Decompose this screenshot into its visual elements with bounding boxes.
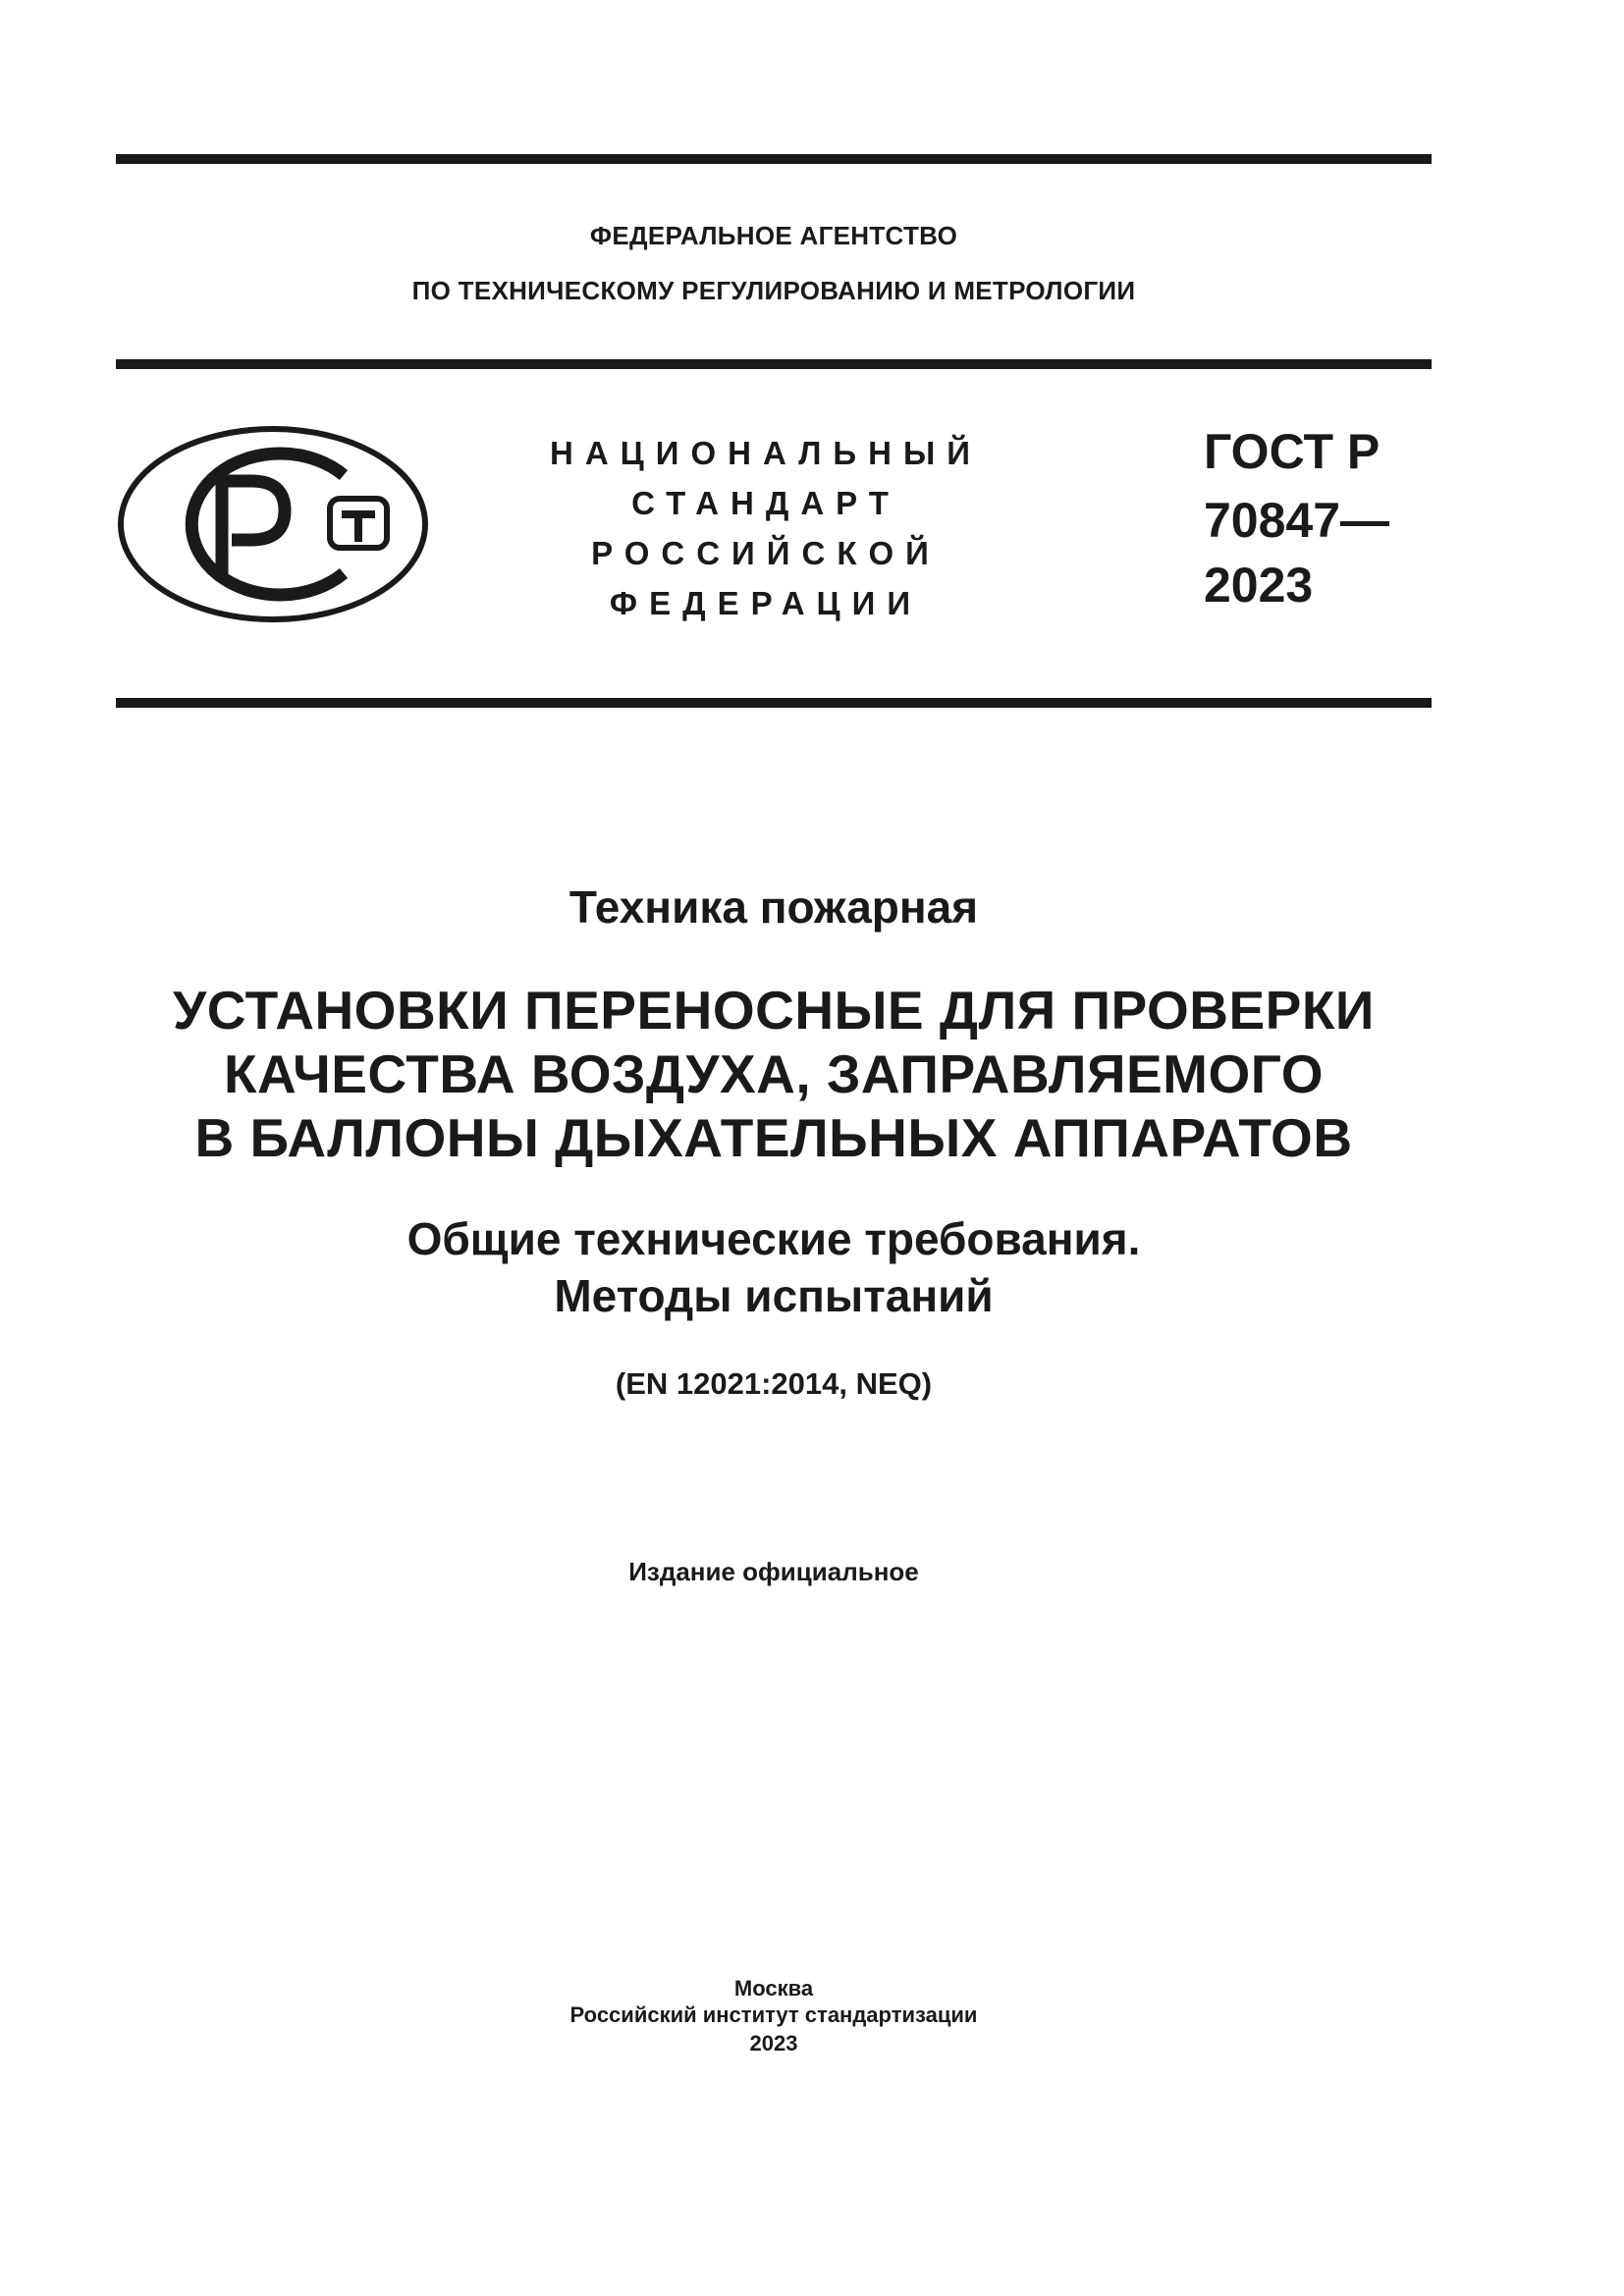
edition-label: Издание официальное [628, 1557, 919, 1586]
imprint-publisher: Российский институт стандартизации [569, 2002, 978, 2027]
title-line-2: КАЧЕСТВА ВОЗДУХА, ЗАПРАВЛЯЕМОГО [223, 1043, 1324, 1104]
agency-line-1: ФЕДЕРАЛЬНОЕ АГЕНТСТВО [589, 221, 958, 250]
rst-logo-icon [116, 424, 430, 624]
title-line-1: УСТАНОВКИ ПЕРЕНОСНЫЕ ДЛЯ ПРОВЕРКИ [173, 980, 1375, 1041]
title-line-3: В БАЛЛОНЫ ДЫХАТЕЛЬНЫХ АППАРАТОВ [194, 1107, 1353, 1168]
imprint-year: 2023 [749, 2031, 798, 2056]
standard-type-line-3: РОССИЙСКОЙ [591, 535, 941, 571]
reference-standard: (EN 12021:2014, NEQ) [615, 1366, 933, 1401]
subtitle-line-1: Общие технические требования. [406, 1213, 1141, 1264]
imprint-city: Москва [733, 1976, 814, 2001]
designation-line-3: 2023 [1204, 558, 1314, 613]
standard-type-line-1: НАЦИОНАЛЬНЫЙ [550, 435, 982, 471]
subject: Техника пожарная [568, 881, 979, 933]
standard-type-line-2: СТАНДАРТ [631, 485, 900, 521]
agency-line-2: ПО ТЕХНИЧЕСКОМУ РЕГУЛИРОВАНИЮ И МЕТРОЛОГИИ [411, 276, 1136, 305]
header-divider [116, 359, 1432, 369]
section-divider [116, 698, 1432, 708]
top-divider [116, 154, 1432, 164]
standard-type-line-4: ФЕДЕРАЦИИ [609, 585, 923, 621]
designation-line-2: 70847— [1204, 493, 1390, 548]
subtitle-line-2: Методы испытаний [554, 1270, 994, 1321]
designation-line-1: ГОСТ Р [1204, 424, 1380, 479]
